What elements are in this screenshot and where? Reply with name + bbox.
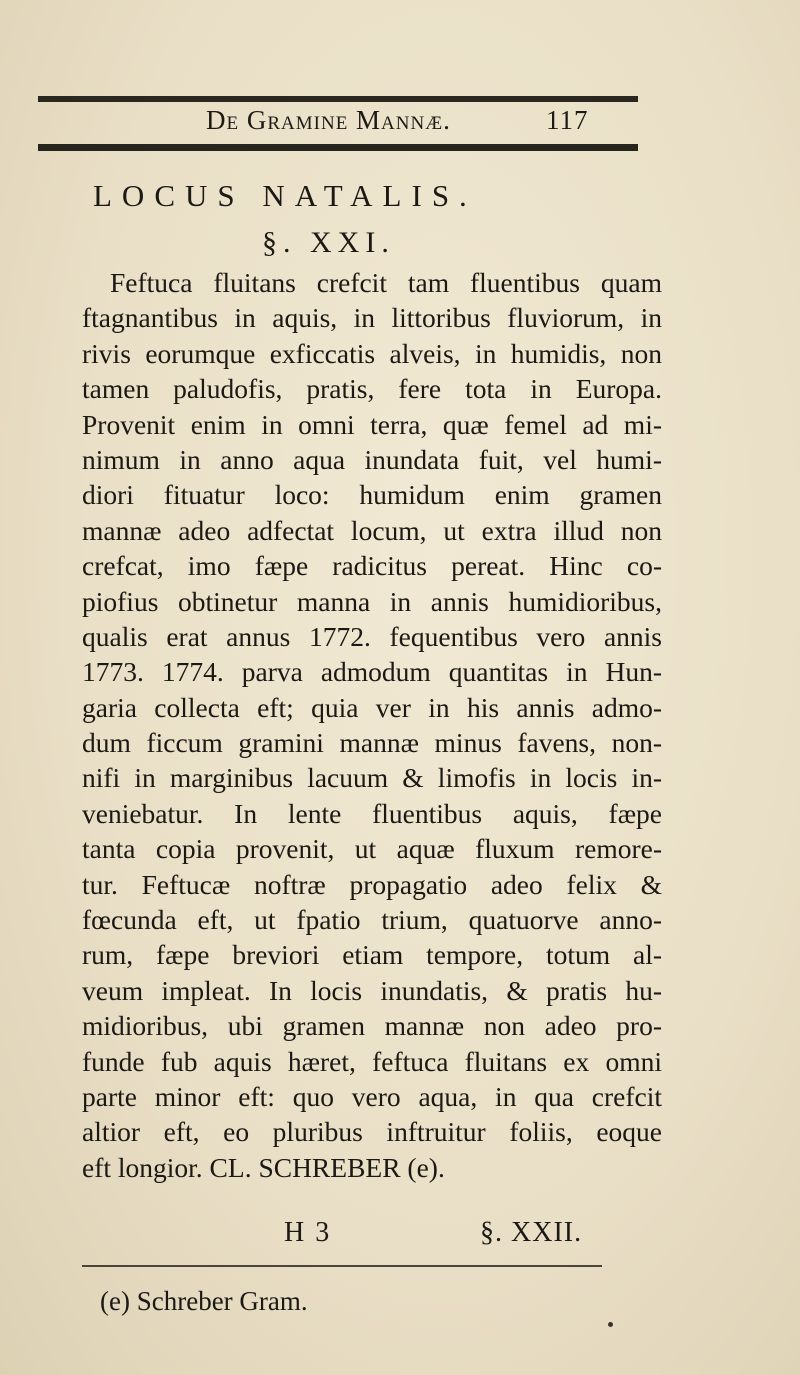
signature-mark: H 3 xyxy=(284,1217,332,1248)
body-line: veum impleat. In locis inundatis, & pratis hu- xyxy=(82,974,662,1006)
body-line: altior eft, eo pluribus inftruitur foliis, eoque xyxy=(82,1116,662,1148)
section-number: §. XXI. xyxy=(262,226,395,259)
body-line: midioribus, ubi gramen mannæ non adeo pro- xyxy=(82,1010,662,1042)
body-line: tanta copia provenit, ut aquæ fluxum remore- xyxy=(82,833,662,865)
body-line: crefcat, imo fæpe radicitus pereat. Hinc co- xyxy=(82,550,662,582)
footnote-rule xyxy=(82,1265,602,1267)
catchword: §. XXII. xyxy=(480,1217,583,1248)
body-line: dum ficcum gramini mannæ minus favens, non- xyxy=(82,727,662,759)
top-rule xyxy=(38,96,638,102)
body-line: tamen paludofis, pratis, fere tota in Europa. xyxy=(82,373,662,405)
body-line: qualis erat annus 1772. fequentibus vero annis xyxy=(82,620,662,652)
body-line: Provenit enim in omni terra, quæ femel ad mi- xyxy=(82,408,662,440)
body-line: 1773. 1774. parva admodum quantitas in Hun- xyxy=(82,656,662,688)
body-line: diori fituatur loco: humidum enim gramen xyxy=(82,479,662,511)
body-line: piofius obtinetur manna in annis humidioribus, xyxy=(82,585,662,617)
body-line: tur. Feftucæ noftræ propagatio adeo felix & xyxy=(82,868,662,900)
body-line: mannæ adeo adfectat locum, ut extra illud non xyxy=(82,514,662,546)
body-line: funde fub aquis hæret, feftuca fluitans ex omni xyxy=(82,1045,662,1077)
body-line: eft longior. CL. SCHREBER (e). xyxy=(82,1151,445,1183)
body-text xyxy=(82,265,662,1185)
body-line: nifi in marginibus lacuum & limofis in locis in- xyxy=(82,762,662,794)
running-head xyxy=(0,103,800,143)
ink-speck xyxy=(608,1322,613,1327)
body-line: fœcunda eft, ut fpatio trium, quatuorve anno- xyxy=(82,904,662,936)
footnote: (e) Schreber Gram. xyxy=(100,1286,308,1316)
page-number: 117 xyxy=(546,105,589,135)
catchline xyxy=(0,1217,800,1253)
body-line: parte minor eft: quo vero aqua, in qua crefcit xyxy=(82,1080,662,1112)
body-line: ftagnantibus in aquis, in littoribus fluviorum, in xyxy=(82,302,662,334)
body-line: rum, fæpe breviori etiam tempore, totum al- xyxy=(82,939,662,971)
body-line: rivis eorumque exficcatis alveis, in humidis, non xyxy=(82,337,662,369)
running-head-title: De Gramine Mannæ. xyxy=(206,105,451,135)
header-rule xyxy=(38,144,638,151)
section-title: LOCUS NATALIS. xyxy=(93,178,477,213)
body-line: nimum in anno aqua inundata fuit, vel humi- xyxy=(82,443,662,475)
body-line: Feftuca fluitans crefcit tam fluentibus quam xyxy=(110,267,662,298)
body-line: garia collecta eft; quia ver in his annis admo- xyxy=(82,691,662,723)
body-line: veniebatur. In lente fluentibus aquis, fæpe xyxy=(82,797,662,829)
